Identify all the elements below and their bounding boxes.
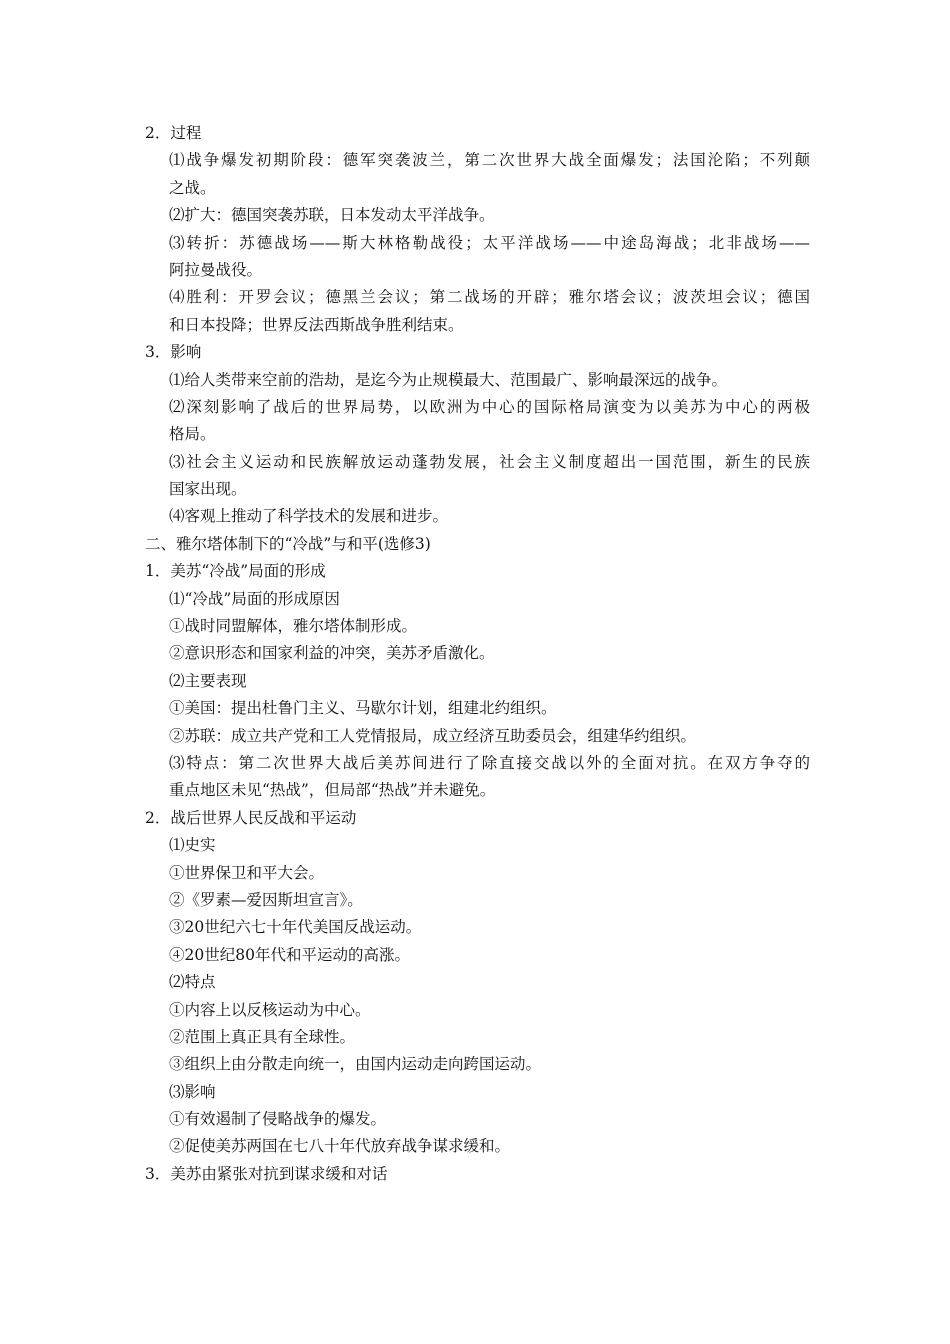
body-text-line: ⑵特点 [169, 973, 216, 992]
body-text-line: ⑶特点：第二次世界大战后美苏间进行了除直接交战以外的全面对抗。在双方争夺的 [169, 753, 810, 772]
body-text-line: 国家出现。 [169, 480, 247, 499]
body-text-line: ①美国：提出杜鲁门主义、马歇尔计划，组建北约组织。 [169, 699, 557, 718]
section-heading: 3．美苏由紧张对抗到谋求缓和对话 [145, 1164, 388, 1183]
body-text-line: ②意识形态和国家利益的冲突，美苏矛盾激化。 [169, 644, 495, 663]
body-text-line: ⑵主要表现 [169, 671, 247, 690]
body-text-line: 之战。 [169, 178, 216, 197]
body-text-line: ②苏联：成立共产党和工人党情报局，成立经济互助委员会，组建华约组织。 [169, 726, 697, 745]
body-text-line: ⑶影响 [169, 1082, 216, 1101]
body-text-line: ⑶社会主义运动和民族解放运动蓬勃发展，社会主义制度超出一国范围，新生的民族 [169, 452, 810, 471]
body-text-line: ⑴史实 [169, 836, 216, 855]
section-heading: 3．影响 [145, 343, 202, 362]
section-heading: 2．过程 [145, 124, 202, 142]
body-text-line: ③组织上由分散走向统一，由国内运动走向跨国运动。 [169, 1055, 542, 1074]
body-text-line: ⑵深刻影响了战后的世界局势，以欧洲为中心的国际格局演变为以美苏为中心的两极 [169, 397, 810, 416]
body-text-line: 格局。 [169, 425, 216, 444]
section-heading: 二、雅尔塔体制下的“冷战”与和平(选修3) [145, 534, 431, 553]
body-text-line: ⑴给人类带来空前的浩劫，是迄今为止规模最大、范围最广、影响最深远的战争。 [169, 370, 728, 389]
body-text-line: ①世界保卫和平大会。 [169, 863, 325, 882]
body-text-line: ⑴“冷战”局面的形成原因 [169, 589, 340, 608]
body-text-line: ⑷胜利：开罗会议；德黑兰会议；第二战场的开辟；雅尔塔会议；波茨坦会议；德国 [169, 288, 810, 307]
body-text-line: 阿拉曼战役。 [169, 260, 263, 279]
body-text-line: ⑶转折：苏德战场——斯大林格勒战役；太平洋战场——中途岛海战；北非战场—— [169, 233, 810, 252]
body-text-line: ①战时同盟解体，雅尔塔体制形成。 [169, 617, 418, 636]
body-text-line: ②《罗素—爱因斯坦宣言》。 [169, 890, 363, 909]
body-text-line: ④20世纪80年代和平运动的高涨。 [169, 945, 410, 964]
body-text-line: ①有效遏制了侵略战争的爆发。 [169, 1110, 387, 1129]
body-text-line: ⑷客观上推动了科学技术的发展和进步。 [169, 507, 449, 526]
section-heading: 1．美苏“冷战”局面的形成 [145, 562, 326, 581]
section-heading: 2．战后世界人民反战和平运动 [145, 808, 357, 827]
body-text-line: 和日本投降；世界反法西斯战争胜利结束。 [169, 315, 464, 334]
body-text-line: ③20世纪六七十年代美国反战运动。 [169, 918, 422, 937]
body-text-line: ②范围上真正具有全球性。 [169, 1027, 356, 1046]
body-text-line: 重点地区未见“热战”，但局部“热战”并未避免。 [169, 781, 496, 800]
document-page [145, 120, 810, 1188]
body-text-line: ⑴战争爆发初期阶段：德军突袭波兰，第二次世界大战全面爆发；法国沦陷；不列颠 [169, 151, 810, 170]
body-text-line: ②促使美苏两国在七八十年代放弃战争谋求缓和。 [169, 1137, 511, 1156]
body-text-line: ①内容上以反核运动为中心。 [169, 1000, 371, 1019]
body-text-line: ⑵扩大：德国突袭苏联，日本发动太平洋战争。 [169, 206, 495, 225]
